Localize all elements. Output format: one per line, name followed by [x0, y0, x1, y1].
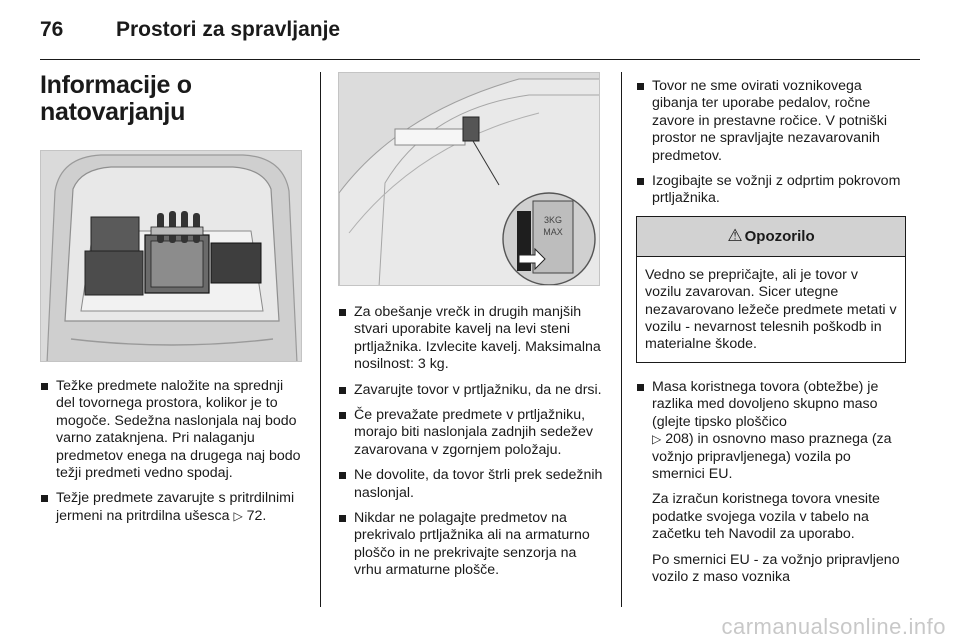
page-number: 76: [40, 18, 64, 41]
list-item: Če prevažate predmete v prtljažniku, morajo biti naslonjala zadnjih sedežev zavarovana v zgornjem položaju.: [338, 407, 606, 459]
bullet-square-icon: [339, 412, 346, 419]
warning-triangle-icon: ⚠: [727, 226, 743, 246]
bullet-square-icon: [339, 515, 346, 522]
section-title-line2: natovarjanju: [40, 98, 186, 126]
bullet-square-icon: [339, 472, 346, 479]
column-1: [40, 72, 302, 533]
bullet-square-icon: [637, 83, 644, 90]
page-header: [40, 18, 920, 54]
list-item: Težke predmete naložite na sprednji del tovornega prostora, kolikor je to mogoče. Sedežna naslonjala naj bodo varno zataknjena. Pri nalaganju predmetov enega na drugega naj bodo težji predmeti vedno spodaj.: [40, 378, 302, 482]
bullet-square-icon: [637, 384, 644, 391]
col3-list-bottom: [636, 379, 906, 586]
page-reference-link[interactable]: 72.: [246, 507, 267, 524]
column-divider: [320, 72, 321, 607]
hook-label-line2: MAX: [543, 227, 563, 237]
list-item: Tovor ne sme ovirati voznikovega gibanja ter uporabe pedalov, ročne zavore in prestavne ročice. V potniški prostor ne spravljajte nezavarovanih predmetov.: [636, 78, 906, 165]
page-reference-icon: ▷: [233, 508, 243, 523]
bullet-square-icon: [41, 495, 48, 502]
bullet-square-icon: [637, 178, 644, 185]
list-item: Ne dovolite, da tovor štrli prek sedežnih naslonjal.: [338, 467, 606, 502]
hook-label-line1: 3KG: [543, 215, 563, 225]
bag-hook-illustration-icon: [339, 73, 600, 286]
column-divider: [621, 72, 622, 607]
col3-list-top: [636, 78, 906, 208]
header-divider: [40, 59, 920, 60]
section-title: [40, 72, 302, 126]
trunk-loading-figure: [40, 150, 302, 362]
bullet-square-icon: [339, 387, 346, 394]
chapter-title: Prostori za spravljanje: [116, 18, 341, 41]
col1-list: [40, 378, 302, 525]
section-title-line1: Informacije o: [40, 71, 192, 99]
list-item: Zavarujte tovor v prtljažniku, da ne drsi.: [338, 382, 606, 399]
list-item: Za obešanje vrečk in drugih manjših stvari uporabite kavelj na levi steni prtljažnika. Izvlecite kavelj. Maksimalna nosilnost: 3 kg.: [338, 304, 606, 374]
page-reference-icon: ▷: [652, 432, 662, 447]
list-item: Težje predmete zavarujte s pritrdilnimi jermeni na pritrdilna ušesca ▷ 72.: [40, 490, 302, 525]
trunk-loading-illustration-icon: [41, 151, 302, 362]
bullet-square-icon: [339, 309, 346, 316]
column-2: [338, 72, 606, 588]
col2-list: [338, 304, 606, 580]
column-3: [636, 72, 906, 594]
list-item: Izogibajte se vožnji z odprtim pokrovom prtljažnika.: [636, 173, 906, 208]
warning-box: [636, 216, 906, 363]
list-item: Masa koristnega tovora (obtežbe) je razlika med dovoljeno skupno maso (glejte tipsko ploščico ▷ 208) in osnovno maso praznega (za vožnjo pripravljenega) vozila po smernici EU. Za izračun koristnega tovora vnesite podatke svojega vozila v tabelo na začetku teh Navodil za uporabo. Po smernici EU - za vožnjo pripravljeno vozilo z maso voznika: [636, 379, 906, 586]
page-reference-text: 208) in osnovno maso praznega (za vožnjo pripravljenega) vozila po smernici EU.: [652, 431, 892, 482]
bullet-square-icon: [41, 383, 48, 390]
warning-header: [637, 217, 905, 257]
warning-title: Opozorilo: [744, 227, 815, 245]
warning-text: Vedno se prepričajte, ali je tovor v vozilu zavarovan. Sicer utegne nezavarovano ležeče predmete metati v vozilu - nevarnost telesnih poškodb in materialne škode.: [645, 266, 897, 353]
list-item: Nikdar ne polagajte predmetov na prekrivalo prtljažnika ali na armaturno ploščo in ne prekrivajte senzorja na vrhu armaturne plošče.: [338, 510, 606, 580]
bag-hook-figure: [338, 72, 600, 286]
watermark: carmanualsonline.info: [721, 614, 946, 639]
